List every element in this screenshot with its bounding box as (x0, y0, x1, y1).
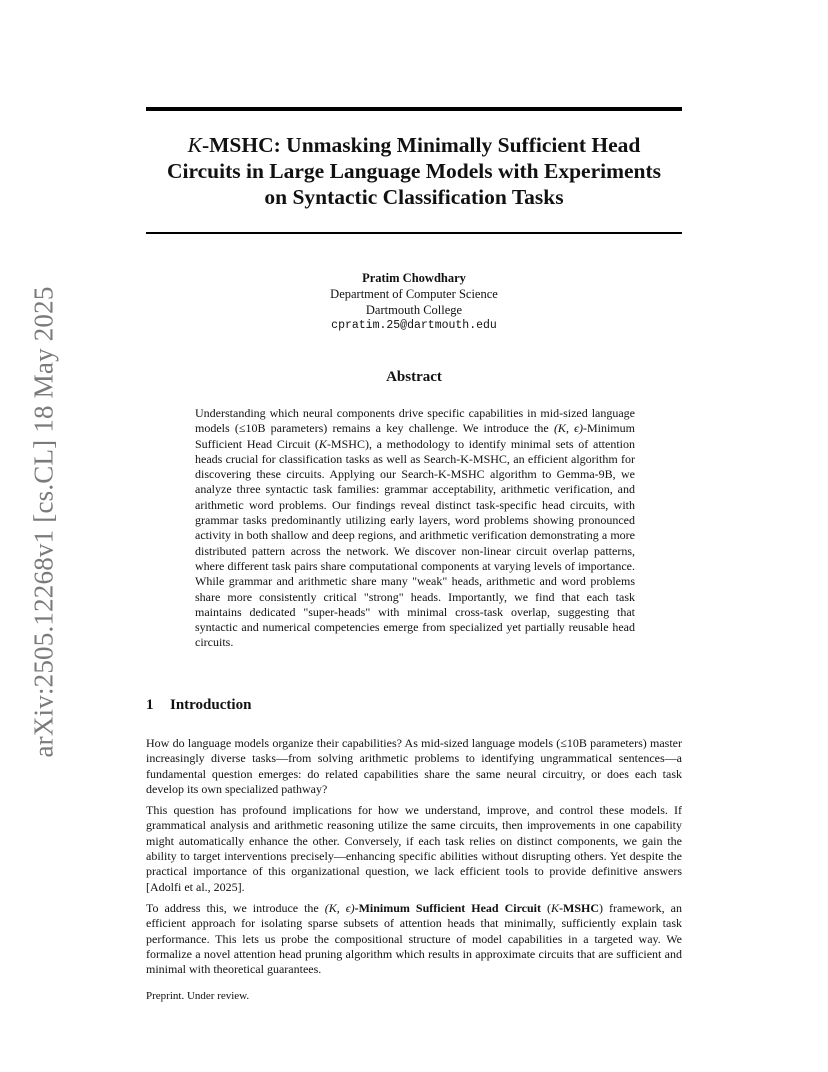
intro-p3-bold-mshc: -MSHC (559, 900, 600, 915)
intro-p3-text-1: To address this, we introduce the (146, 900, 325, 915)
arxiv-watermark (22, 286, 66, 758)
title-line-1 (146, 132, 682, 158)
section-heading-introduction (146, 697, 251, 714)
abstract-text-2: -Minimum Sufficient Head Circuit ( (195, 421, 635, 451)
abstract-math-k: K (318, 436, 327, 451)
title-rule-top (146, 107, 682, 111)
author-block (146, 270, 682, 334)
intro-paragraph-3 (146, 901, 682, 977)
abstract-text-3: -MSHC), a methodology to identify minimal sets of attention heads crucial for classification tasks as well as Search-K-MSHC, an efficient algorithm for discovering these circuits. Applying our Search-K-MSHC algorithm to Gemma-9B, we analyze three syntactic task families: grammar acceptability, arithmetic verification, and arithmetic word problems. Our findings reveal distinct task-specific head circuits, with grammar tasks predominantly utilizing early layers, word problems showing pronounced activity in both shallow and deep regions, and arithmetic verification demonstrating a more distributed pattern across the network. We discover non-linear circuit overlap patterns, where different task pairs share computational components at varying levels of importance. While grammar and arithmetic share many "weak" heads, arithmetic and word problems share more consistently critical "strong" heads. Importantly, we find that each task maintains dedicated "super-heads" with minimal cross-task overlap, suggesting that syntactic and numerical competencies emerge from specialized yet partially reusable head circuits. (195, 436, 635, 650)
title-math-k: K (187, 133, 202, 157)
section-number: 1 (146, 697, 154, 713)
intro-p3-math-k: K (551, 900, 560, 915)
preprint-footer: Preprint. Under review. (146, 990, 250, 1002)
intro-p3-bold-term: -Minimum Sufficient Head Circuit (354, 900, 542, 915)
arxiv-id: arXiv:2505.12268v1 [cs.CL] 18 May 2025 (28, 286, 59, 758)
intro-p3-text-3: ) framework, an efficient approach for isolating sparse subsets of attention heads that minimally, sufficiently explain task performance. This lets us probe the compositional structure of model capabilities in a targeted way. We formalize a novel attention head pruning algorithm which results in approximate circuits that are sufficient and minimal with theoretical guarantees. (146, 900, 682, 977)
intro-p3-text-2: ( (541, 900, 552, 915)
section-title: Introduction (170, 697, 252, 713)
introduction-body (146, 736, 682, 983)
title-rule-bottom (146, 232, 682, 234)
abstract-heading: Abstract (386, 369, 442, 385)
author-institution: Dartmouth College (365, 303, 463, 317)
author-email[interactable]: cpratim.25@dartmouth.edu (331, 319, 497, 332)
paper-title (146, 132, 682, 210)
abstract-body (195, 406, 635, 651)
author-department: Department of Computer Science (330, 287, 498, 301)
title-line-3: on Syntactic Classification Tasks (264, 185, 564, 209)
abstract-math-k-eps: (K, ϵ) (553, 421, 583, 436)
title-line-2: Circuits in Large Language Models with Experiments (166, 159, 662, 183)
intro-paragraph-1: How do language models organize their capabilities? As mid-sized language models (≤10B parameters) master increasingly diverse tasks—from solving arithmetic problems to identifying ungrammatical sentences—a fundamental question emerges: do related capabilities share the same neural circuitry, or does each task develop its own specialized pathway? (146, 736, 682, 796)
intro-paragraph-2: This question has profound implications for how we understand, improve, and control these models. If grammatical analysis and arithmetic reasoning utilize the same circuits, then improvements in one capability might automatically enhance the other. Conversely, if each task relies on distinct components, we gain the ability to target interventions precisely—enhancing specific abilities without disrupting others. Yet despite the practical importance of this organizational question, we lack efficient tools to provide definitive answers [Adolfi et al., 2025]. (146, 803, 682, 894)
abstract-text-1: Understanding which neural components drive specific capabilities in mid-sized language models (≤10B parameters) remains a key challenge. We introduce the (195, 406, 635, 436)
title-line-1-text: -MSHC: Unmasking Minimally Sufficient Head (201, 133, 641, 157)
intro-p3-math-k-eps: (K, ϵ) (324, 900, 355, 915)
author-name: Pratim Chowdhary (362, 271, 466, 285)
